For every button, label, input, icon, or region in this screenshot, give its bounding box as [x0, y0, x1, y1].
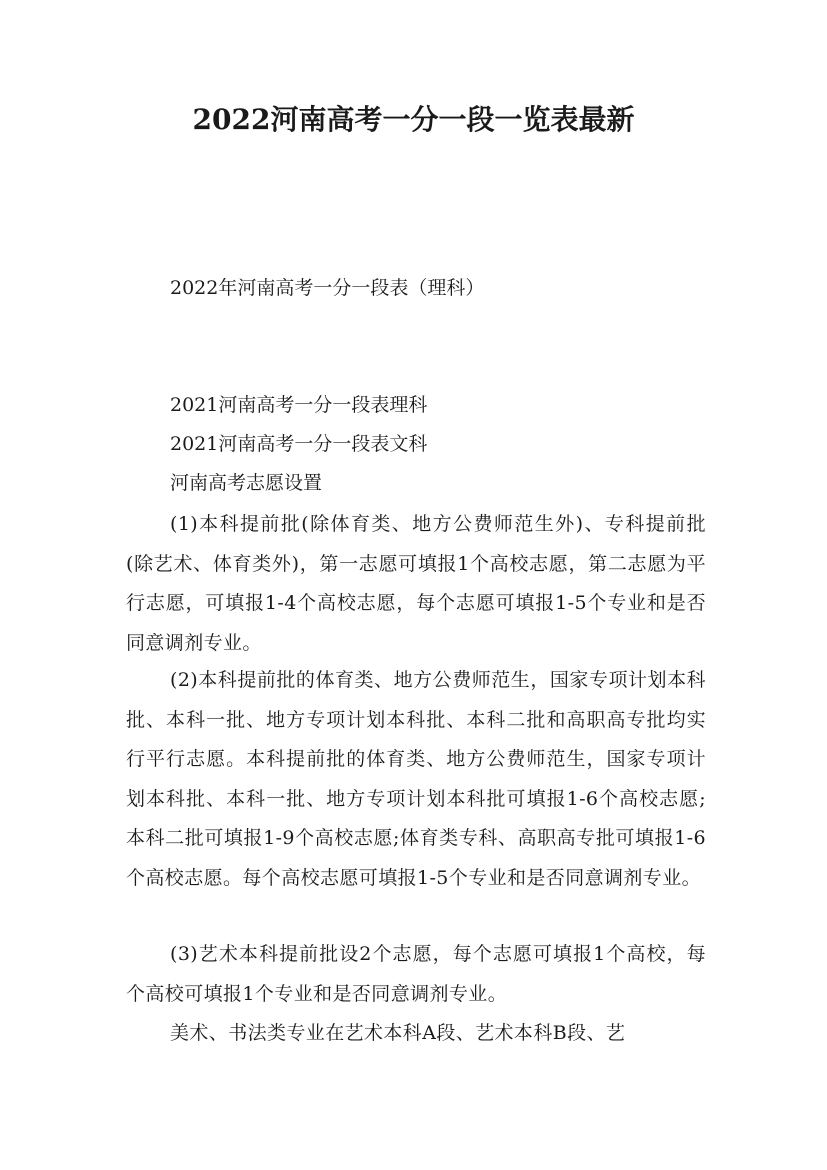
document-title: 2022河南高考一分一段一览表最新 — [192, 103, 635, 136]
section-subtitle: 2022年河南高考一分一段表（理科） — [170, 277, 485, 299]
link-2021-science[interactable]: 2021河南高考一分一段表理科 — [170, 394, 428, 416]
paragraph-3: (3)艺术本科提前批设2个志愿，每个志愿可填报1个高校，每个高校可填报1个专业和是否同意调剂专业。 — [126, 943, 706, 1005]
paragraph-2: (2)本科提前批的体育类、地方公费师范生，国家专项计划本科批、本科一批、地方专项计划本科批、本科二批和高职高专批均实行平行志愿。本科提前批的体育类、地方公费师范生，国家专项计划本科批、本科一批、地方专项计划本科批可填报1-6个高校志愿;本科二批可填报1-9个高校志愿;体育类专科、高职高专批可填报1-6个高校志愿。每个高校志愿可填报1-5个专业和是否同意调剂专业。 — [126, 669, 706, 889]
section-heading-volunteer: 河南高考志愿设置 — [170, 472, 323, 494]
paragraph-4: 美术、书法类专业在艺术本科A段、艺术本科B段、艺 — [170, 1022, 626, 1044]
paragraph-1: (1)本科提前批(除体育类、地方公费师范生外)、专科提前批(除艺术、体育类外)，第一志愿可填报1个高校志愿，第二志愿为平行志愿，可填报1-4个高校志愿，每个志愿可填报1-5个专业和是否同意调剂专业。 — [126, 513, 706, 654]
link-2021-arts[interactable]: 2021河南高考一分一段表文科 — [170, 433, 428, 455]
